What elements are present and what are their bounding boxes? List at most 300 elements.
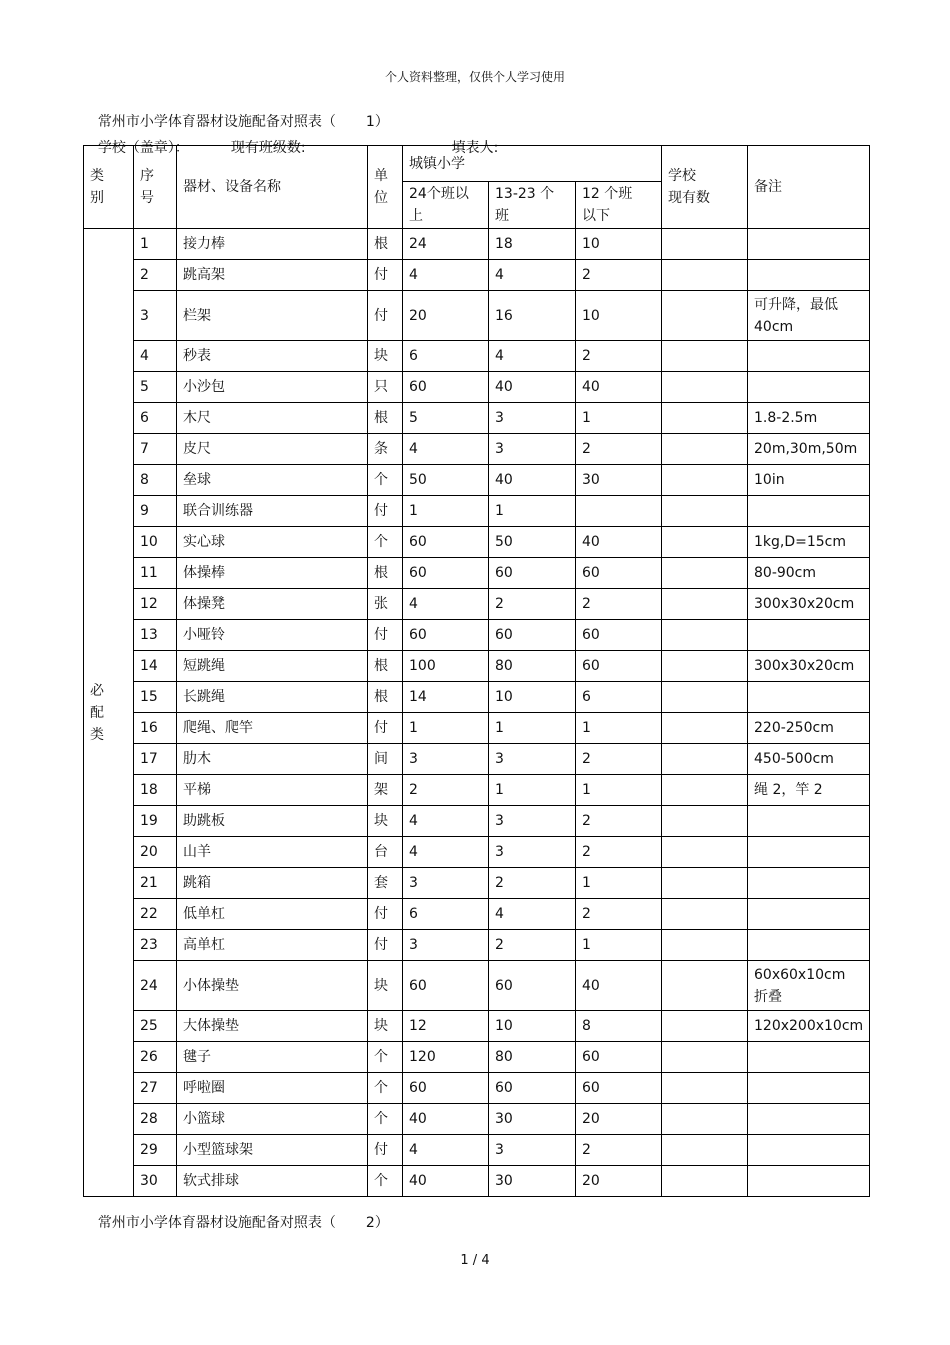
school-count-cell [662,1073,748,1104]
qty-24-cell: 3 [403,930,489,961]
school-count-cell [662,651,748,682]
filler-label: 填表人: [451,140,499,156]
qty-24-cell: 50 [403,465,489,496]
equipment-table [83,145,870,1197]
remark-cell: 20m,30m,50m [748,434,870,465]
unit-cell: 只 [368,372,403,403]
seq-cell: 28 [134,1104,177,1135]
seq-cell: 12 [134,589,177,620]
school-count-header [662,146,748,229]
name-cell: 体操棒 [177,558,368,589]
qty-12-cell: 1 [576,403,662,434]
qty-24-cell: 4 [403,806,489,837]
name-cell: 小沙包 [177,372,368,403]
qty-12-cell: 20 [576,1104,662,1135]
qty-13-23-cell: 16 [489,291,576,341]
unit-cell: 台 [368,837,403,868]
col-12-text: 12 个班 以下 [582,186,633,224]
remark-cell [748,341,870,372]
seq-header-text: 序 号 [140,168,154,206]
school-count-cell [662,589,748,620]
name-cell: 长跳绳 [177,682,368,713]
unit-cell: 付 [368,930,403,961]
seq-cell: 22 [134,899,177,930]
qty-13-23-cell: 3 [489,806,576,837]
qty-24-cell: 4 [403,434,489,465]
seq-cell: 2 [134,260,177,291]
table-row [84,806,870,837]
seq-cell: 25 [134,1011,177,1042]
qty-12-cell: 10 [576,229,662,260]
qty-12-cell: 30 [576,465,662,496]
unit-cell: 根 [368,682,403,713]
table-row [84,372,870,403]
remark-cell [748,682,870,713]
school-count-cell [662,775,748,806]
seq-cell: 11 [134,558,177,589]
col-13-23-text: 13-23 个 班 [495,186,555,224]
name-cell: 皮尺 [177,434,368,465]
qty-13-23-cell: 2 [489,930,576,961]
table-row [84,465,870,496]
qty-13-23-cell: 2 [489,589,576,620]
name-cell: 软式排球 [177,1166,368,1197]
remark-cell [748,1042,870,1073]
unit-cell: 根 [368,651,403,682]
school-count-cell [662,930,748,961]
seq-cell: 15 [134,682,177,713]
table-row [84,899,870,930]
name-cell: 栏架 [177,291,368,341]
remark-cell [748,868,870,899]
qty-24-cell: 14 [403,682,489,713]
qty-12-cell: 2 [576,899,662,930]
qty-13-23-cell: 60 [489,558,576,589]
header-row-1 [84,146,870,182]
unit-cell: 间 [368,744,403,775]
qty-12-cell: 2 [576,589,662,620]
urban-school-header: 城镇小学 [403,146,662,182]
qty-24-cell: 4 [403,589,489,620]
unit-cell: 套 [368,868,403,899]
qty-12-cell: 60 [576,1042,662,1073]
table-row [84,260,870,291]
table-row [84,341,870,372]
qty-24-cell: 60 [403,620,489,651]
unit-cell: 个 [368,1073,403,1104]
qty-13-23-cell: 18 [489,229,576,260]
seq-cell: 21 [134,868,177,899]
seq-cell: 14 [134,651,177,682]
remark-cell: 1kg,D=15cm [748,527,870,558]
seq-cell: 6 [134,403,177,434]
name-cell: 大体操垫 [177,1011,368,1042]
school-count-cell [662,899,748,930]
table-row [84,775,870,806]
qty-12-cell: 20 [576,1166,662,1197]
unit-cell: 付 [368,713,403,744]
name-cell: 高单杠 [177,930,368,961]
qty-13-23-cell: 3 [489,434,576,465]
name-cell: 接力棒 [177,229,368,260]
name-cell: 垒球 [177,465,368,496]
unit-header-text: 单 位 [374,168,388,206]
unit-cell: 根 [368,229,403,260]
table-row [84,961,870,1011]
unit-cell: 块 [368,806,403,837]
unit-cell: 块 [368,341,403,372]
unit-cell: 个 [368,1042,403,1073]
qty-13-23-cell: 3 [489,403,576,434]
unit-cell: 个 [368,1166,403,1197]
qty-24-cell: 40 [403,1104,489,1135]
remark-cell [748,1104,870,1135]
table-row [84,1042,870,1073]
unit-cell: 张 [368,589,403,620]
qty-13-23-cell: 30 [489,1166,576,1197]
qty-12-cell: 1 [576,713,662,744]
seq-cell: 4 [134,341,177,372]
qty-24-cell: 60 [403,1073,489,1104]
seq-cell: 9 [134,496,177,527]
category-header-text: 类 别 [90,168,104,206]
qty-12-cell: 1 [576,775,662,806]
col-12-classes [576,182,662,229]
qty-24-cell: 4 [403,260,489,291]
qty-24-cell: 5 [403,403,489,434]
class-count-label: 现有班级数: [230,140,306,156]
seq-cell: 23 [134,930,177,961]
qty-13-23-cell: 80 [489,651,576,682]
table-row [84,589,870,620]
remark-cell [748,930,870,961]
unit-cell: 个 [368,527,403,558]
remark-cell [748,1073,870,1104]
qty-24-cell: 40 [403,1166,489,1197]
qty-12-cell: 40 [576,372,662,403]
qty-12-cell: 1 [576,930,662,961]
table-row [84,558,870,589]
table-row [84,291,870,341]
name-cell: 山羊 [177,837,368,868]
qty-24-cell: 60 [403,558,489,589]
qty-13-23-cell: 60 [489,620,576,651]
remark-cell [748,1135,870,1166]
qty-13-23-cell: 80 [489,1042,576,1073]
qty-13-23-cell: 60 [489,961,576,1011]
qty-13-23-cell: 4 [489,341,576,372]
seq-cell: 3 [134,291,177,341]
school-count-cell [662,465,748,496]
qty-24-cell: 3 [403,868,489,899]
unit-header [368,146,403,229]
qty-12-cell: 60 [576,558,662,589]
unit-cell: 付 [368,496,403,527]
name-cell: 短跳绳 [177,651,368,682]
table-row [84,744,870,775]
name-cell: 跳高架 [177,260,368,291]
col-24-text: 24个班以 上 [409,186,469,224]
qty-12-cell: 2 [576,260,662,291]
school-count-cell [662,291,748,341]
seq-cell: 18 [134,775,177,806]
remark-cell: 220-250cm [748,713,870,744]
table-row [84,651,870,682]
school-count-cell [662,341,748,372]
qty-24-cell: 1 [403,496,489,527]
category-label: 必 配 类 [90,682,104,743]
qty-24-cell: 2 [403,775,489,806]
school-count-cell [662,496,748,527]
qty-13-23-cell: 3 [489,744,576,775]
qty-24-cell: 100 [403,651,489,682]
qty-24-cell: 120 [403,1042,489,1073]
school-count-cell [662,620,748,651]
qty-12-cell: 2 [576,434,662,465]
qty-13-23-cell: 4 [489,899,576,930]
seq-cell: 17 [134,744,177,775]
school-count-cell [662,837,748,868]
school-count-cell [662,372,748,403]
name-cell: 小型篮球架 [177,1135,368,1166]
remark-cell: 120x200x10cm [748,1011,870,1042]
category-cell [84,229,134,1197]
name-cell: 小篮球 [177,1104,368,1135]
seq-cell: 29 [134,1135,177,1166]
qty-12-cell: 40 [576,527,662,558]
remark-cell: 绳 2，竿 2 [748,775,870,806]
school-count-cell [662,527,748,558]
qty-24-cell: 4 [403,1135,489,1166]
remark-cell: 10in [748,465,870,496]
qty-13-23-cell: 40 [489,372,576,403]
name-cell: 小哑铃 [177,620,368,651]
unit-cell: 根 [368,558,403,589]
col-24-classes [403,182,489,229]
name-cell: 低单杠 [177,899,368,930]
school-seal-label: 学校（盖章）： [97,140,189,156]
remark-cell [748,837,870,868]
seq-cell: 20 [134,837,177,868]
remark-cell [748,372,870,403]
remark-cell: 300x30x20cm [748,589,870,620]
table-row [84,527,870,558]
school-count-cell [662,1166,748,1197]
qty-13-23-cell: 50 [489,527,576,558]
qty-13-23-cell: 60 [489,1073,576,1104]
remark-cell [748,806,870,837]
qty-13-23-cell: 3 [489,837,576,868]
table-row [84,1166,870,1197]
remark-cell [748,229,870,260]
school-count-cell [662,713,748,744]
school-count-cell [662,260,748,291]
qty-24-cell: 4 [403,837,489,868]
qty-12-cell: 2 [576,744,662,775]
qty-24-cell: 60 [403,372,489,403]
school-count-cell [662,1104,748,1135]
seq-cell: 30 [134,1166,177,1197]
school-count-cell [662,744,748,775]
table-row [84,868,870,899]
unit-cell: 付 [368,899,403,930]
remark-cell: 450-500cm [748,744,870,775]
unit-cell: 块 [368,1011,403,1042]
name-cell: 爬绳、爬竿 [177,713,368,744]
category-header [84,146,134,229]
qty-13-23-cell: 1 [489,775,576,806]
table-row [84,434,870,465]
unit-cell: 付 [368,291,403,341]
page-header-note: 个人资料整理，仅供个人学习使用 [384,70,565,84]
unit-cell: 付 [368,260,403,291]
qty-12-cell: 2 [576,341,662,372]
qty-12-cell: 6 [576,682,662,713]
table-row [84,682,870,713]
remark-cell: 300x30x20cm [748,651,870,682]
qty-24-cell: 24 [403,229,489,260]
qty-12-cell: 60 [576,1073,662,1104]
remark-cell [748,899,870,930]
name-cell: 联合训练器 [177,496,368,527]
qty-24-cell: 1 [403,713,489,744]
seq-cell: 10 [134,527,177,558]
remark-cell [748,1166,870,1197]
table-row [84,620,870,651]
qty-12-cell: 40 [576,961,662,1011]
table-row [84,1135,870,1166]
school-count-cell [662,868,748,899]
table-row [84,496,870,527]
name-cell: 体操凳 [177,589,368,620]
qty-12-cell: 2 [576,1135,662,1166]
remark-cell: 1.8-2.5m [748,403,870,434]
qty-24-cell: 60 [403,961,489,1011]
qty-13-23-cell: 2 [489,868,576,899]
seq-cell: 13 [134,620,177,651]
name-cell: 呼啦圈 [177,1073,368,1104]
school-count-cell [662,806,748,837]
school-count-cell [662,434,748,465]
remark-cell [748,260,870,291]
table-row [84,403,870,434]
qty-24-cell: 6 [403,341,489,372]
qty-12-cell: 2 [576,806,662,837]
seq-cell: 7 [134,434,177,465]
qty-13-23-cell: 1 [489,496,576,527]
qty-13-23-cell: 10 [489,682,576,713]
school-count-cell [662,961,748,1011]
seq-cell: 27 [134,1073,177,1104]
title-2-text: 常州市小学体育器材设施配备对照表（ [97,1215,336,1231]
qty-12-cell: 60 [576,620,662,651]
qty-13-23-cell: 4 [489,260,576,291]
qty-24-cell: 12 [403,1011,489,1042]
table-title-2 [89,1196,389,1232]
name-cell: 助跳板 [177,806,368,837]
qty-12-cell [576,496,662,527]
qty-24-cell: 3 [403,744,489,775]
title-1-number: 1） [365,114,389,130]
school-count-header-text: 学校 现有数 [668,168,710,206]
seq-cell: 1 [134,229,177,260]
unit-cell: 个 [368,465,403,496]
unit-cell: 架 [368,775,403,806]
qty-13-23-cell: 10 [489,1011,576,1042]
seq-cell: 8 [134,465,177,496]
qty-13-23-cell: 40 [489,465,576,496]
seq-cell: 24 [134,961,177,1011]
name-cell: 平梯 [177,775,368,806]
qty-13-23-cell: 1 [489,713,576,744]
unit-cell: 付 [368,620,403,651]
name-cell: 肋木 [177,744,368,775]
school-count-cell [662,1042,748,1073]
unit-cell: 条 [368,434,403,465]
remark-cell: 可升降，最低 40cm [748,291,870,341]
remark-cell [748,620,870,651]
name-cell: 木尺 [177,403,368,434]
unit-cell: 根 [368,403,403,434]
qty-12-cell: 60 [576,651,662,682]
name-header: 器材、设备名称 [177,146,368,229]
qty-12-cell: 10 [576,291,662,341]
unit-cell: 付 [368,1135,403,1166]
qty-24-cell: 6 [403,899,489,930]
table-row [84,229,870,260]
table-row [84,713,870,744]
unit-cell: 个 [368,1104,403,1135]
remark-header: 备注 [748,146,870,229]
qty-12-cell: 8 [576,1011,662,1042]
remark-cell [748,496,870,527]
table-row [84,837,870,868]
remark-cell: 60x60x10cm 折叠 [748,961,870,1011]
seq-header [134,146,177,229]
qty-24-cell: 20 [403,291,489,341]
table-row [84,1104,870,1135]
qty-13-23-cell: 30 [489,1104,576,1135]
col-13-23-classes [489,182,576,229]
qty-24-cell: 60 [403,527,489,558]
school-count-cell [662,558,748,589]
qty-13-23-cell: 3 [489,1135,576,1166]
school-count-cell [662,229,748,260]
school-count-cell [662,403,748,434]
unit-cell: 块 [368,961,403,1011]
qty-12-cell: 2 [576,837,662,868]
name-cell: 跳箱 [177,868,368,899]
name-cell: 毽子 [177,1042,368,1073]
remark-cell: 80-90cm [748,558,870,589]
table-row [84,1073,870,1104]
seq-cell: 16 [134,713,177,744]
seq-cell: 19 [134,806,177,837]
page-number: 1 / 4 [460,1253,490,1268]
name-cell: 秒表 [177,341,368,372]
seq-cell: 26 [134,1042,177,1073]
seq-cell: 5 [134,372,177,403]
name-cell: 实心球 [177,527,368,558]
title-1-text: 常州市小学体育器材设施配备对照表（ [97,114,336,130]
school-count-cell [662,1011,748,1042]
school-count-cell [662,682,748,713]
school-count-cell [662,1135,748,1166]
title-2-number: 2） [365,1215,389,1231]
name-cell: 小体操垫 [177,961,368,1011]
table-row [84,1011,870,1042]
table-row [84,930,870,961]
